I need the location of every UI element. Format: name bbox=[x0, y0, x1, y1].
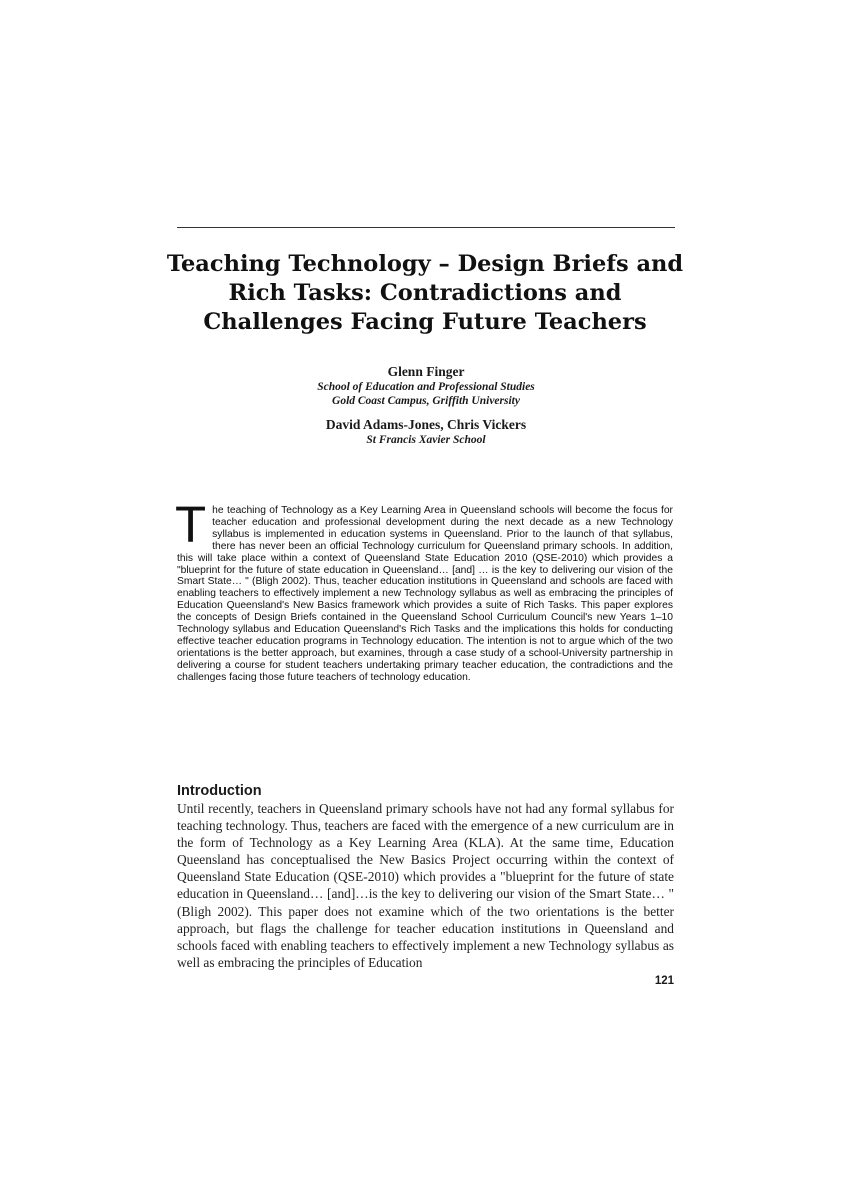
author-name: David Adams-Jones, Chris Vickers bbox=[325, 417, 527, 432]
section-heading-introduction: Introduction bbox=[177, 783, 262, 799]
author-affiliation: Gold Coast Campus, Griffith University bbox=[332, 395, 520, 407]
drop-cap: T bbox=[175, 496, 207, 553]
paper-title: Teaching Technology – Design Briefs and Rich Tasks: Contradictions and Challenges Facing Future Teachers bbox=[166, 251, 684, 335]
author-affiliation: St Francis Xavier School bbox=[366, 434, 486, 446]
page-number: 121 bbox=[654, 975, 674, 987]
author-name: Glenn Finger bbox=[387, 364, 465, 379]
abstract bbox=[175, 496, 673, 684]
author-block bbox=[177, 363, 675, 447]
author-affiliation: School of Education and Professional Studies bbox=[317, 381, 535, 393]
header-rule bbox=[177, 227, 675, 228]
introduction-body: Until recently, teachers in Queensland primary schools have not had any formal syllabus for teaching technology. Thus, teachers are faced with the emergence of a new curriculum are in the form of Technology as a Key Learning Area (KLA). At the same time, Education Queensland has conceptualised the New Basics Project occurring within the context of Queensland State Education (QSE-2010) which provides a "blueprint for the future of state education in Queensland… [and]…is the key to delivering our vision of the Smart State… " (Bligh 2002). This paper does not examine which of the two orientations is the better approach, but flags the challenge for teacher education institutions in Queensland and schools faced with enabling teachers to effectively implement a new Technology syllabus as well as embracing the principles of Education bbox=[177, 801, 674, 970]
abstract-text: he teaching of Technology as a Key Learning Area in Queensland schools will become the focus for teacher education and professional development during the next decade as a new Technology syllabus is implemented in education systems in Queensland. Prior to the launch of that syllabus, there has never been an official Technology curriculum for Queensland primary schools. In addition, this will take place within a context of Queensland State Education 2010 (QSE-2010) which provides a "blueprint for the future of state education in Queensland… [and] … is the key to delivering our vision of the Smart State… " (Bligh 2002). Thus, teacher education institutions in Queensland and schools are faced with enabling teachers to effectively implement a new Technology syllabus as well as embracing the principles of Education Queensland's New Basics framework which provides a suite of Rich Tasks. This paper explores the concepts of Design Briefs contained in the Queensland School Curriculum Council's new Years 1–10 Technology syllabus and Education Queensland's Rich Tasks and the implications this holds for conducting effective teacher education programs in Technology education. The intention is not to argue which of the two orientations is the better approach, but examines, through a case study of a school-University partnership in delivering a course for student teachers undertaking primary teacher education, the contradictions and the challenges facing those future teachers of technology education. bbox=[177, 505, 673, 683]
